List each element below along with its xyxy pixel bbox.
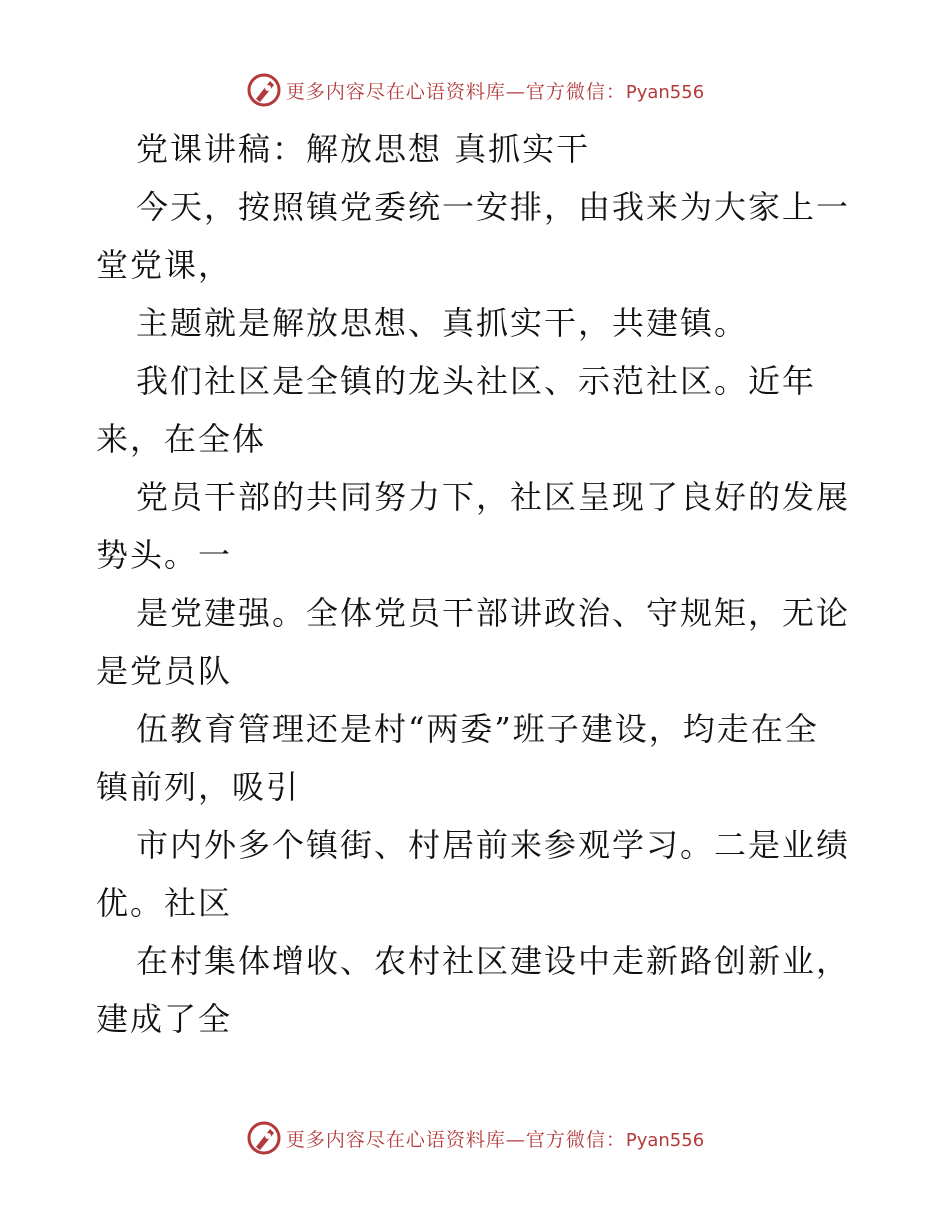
text-line: 我们社区是全镇的龙头社区、示范社区。近年 (136, 362, 817, 400)
pen-logo-icon (246, 72, 282, 108)
text-line: 势头。一 (96, 536, 233, 574)
watermark-header (0, 70, 950, 110)
text-line: 党员干部的共同努力下，社区呈现了良好的发展 (136, 478, 851, 516)
text-line: 在村集体增收、农村社区建设中走新路创新业， (136, 942, 851, 980)
text-line: 是党建强。全体党员干部讲政治、守规矩，无论 (136, 594, 851, 632)
text-line: 镇前列，吸引 (96, 768, 301, 806)
text-line: 今天，按照镇党委统一安排，由我来为大家上一 (136, 188, 851, 226)
watermark-text: 更多内容尽在心语资料库—官方微信：Pyan556 (285, 80, 705, 103)
watermark-footer (0, 1118, 950, 1158)
text-line: 堂党课， (96, 246, 233, 284)
text-line: 优。社区 (96, 884, 233, 922)
text-line: 市内外多个镇街、村居前来参观学习。二是业绩 (136, 826, 851, 864)
text-line: 是党员队 (96, 652, 233, 690)
watermark-text: 更多内容尽在心语资料库—官方微信：Pyan556 (285, 1128, 705, 1151)
text-line: 建成了全 (96, 1000, 233, 1038)
text-line: 党课讲稿：解放思想 真抓实干 (136, 130, 591, 168)
text-line: 来，在全体 (96, 420, 267, 458)
pen-logo-icon (246, 1120, 282, 1156)
text-line: 伍教育管理还是村“两委”班子建设，均走在全 (136, 710, 819, 748)
document-body (96, 120, 856, 1048)
text-line: 主题就是解放思想、真抓实干，共建镇。 (136, 304, 749, 342)
